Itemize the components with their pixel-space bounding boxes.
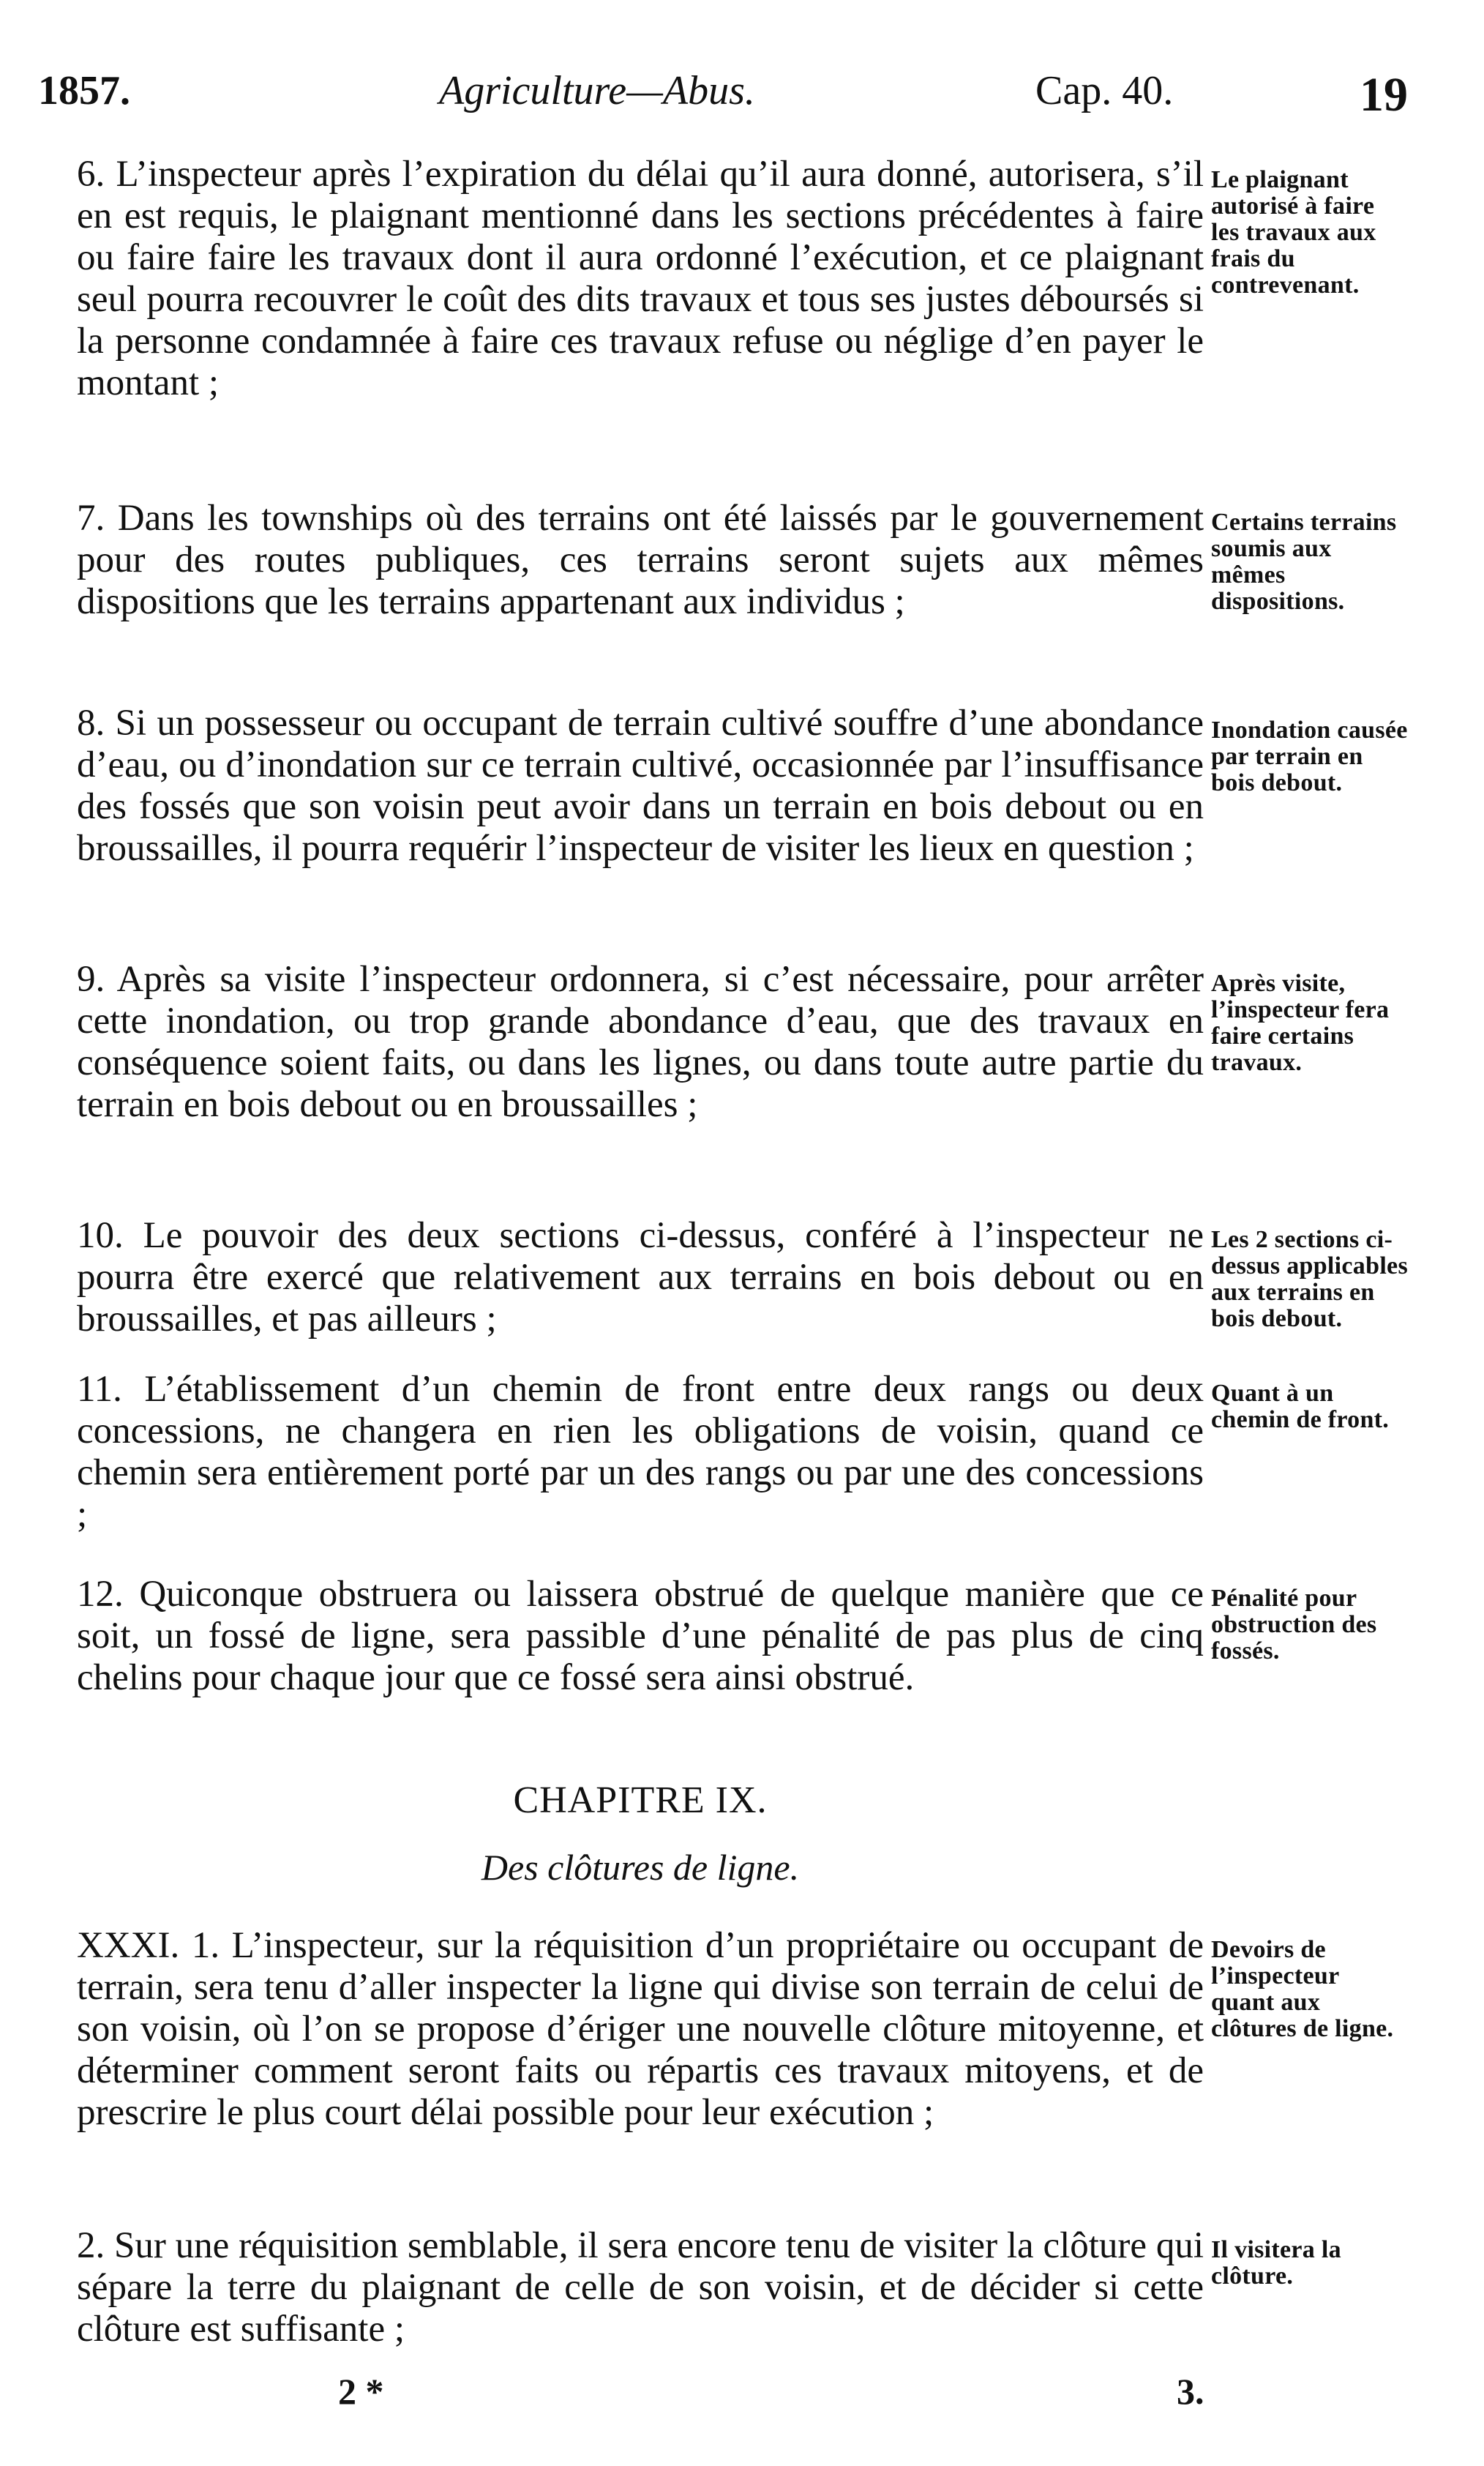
section-xxxi-1-margin-note: Devoirs de l’inspecteur quant aux clôtures de ligne.: [1211, 1936, 1394, 2042]
section-xxxi-2-text: 2. Sur une réquisition semblable, il sera encore tenu de visiter la clôture qui sépare la terre du plaignant de celle de son voisin, et de décider si cette clôture est suffisante ;: [77, 2225, 1204, 2350]
section-7-text: 7. Dans les townships où des terrains ont été laissés par le gouvernement pour des routes publiques, ces terrains seront sujets aux mêmes dispositions que les terrains appartenant aux individus ;: [77, 498, 1204, 622]
chapter-subtitle: Des clôtures de ligne.: [481, 1847, 800, 1888]
section-6-text: 6. L’inspecteur après l’expiration du délai qu’il aura donné, autorisera, s’il en est requis, le plaignant mentionné dans les sections précédentes à faire ou faire faire les travaux dont il aura ordonné l’exécution, et ce plaignant seul pourra recouvrer le coût des dits travaux et tous ses justes déboursés si la personne condamnée à faire ces travaux refuse ou néglige d’en payer le montant ;: [77, 154, 1204, 403]
section-10-margin-note: Les 2 sections ci-dessus applicables aux terrains en bois debout.: [1211, 1226, 1408, 1332]
page-number: 19: [1360, 68, 1408, 122]
section-7-margin-note: Certains terrains soumis aux mêmes dispositions.: [1211, 509, 1397, 615]
section-xxxi-2-margin-note: Il visitera la clôture.: [1211, 2236, 1341, 2290]
chapter-title: CHAPITRE IX.: [513, 1779, 768, 1821]
section-11-margin-note: Quant à un chemin de front.: [1211, 1380, 1390, 1433]
catchword: 3.: [1177, 2371, 1204, 2412]
signature-mark: 2 *: [338, 2371, 384, 2412]
running-head: [0, 67, 1484, 133]
section-11-text: 11. L’établissement d’un chemin de front entre deux rangs ou deux concessions, ne changera en rien les obligations de voisin, quand ce chemin sera entièrement porté par un des rangs ou par une des concessions ;: [77, 1369, 1204, 1535]
header-title: Agriculture—Abus.: [439, 68, 755, 113]
section-12-margin-note: Pénalité pour obstruction des fossés.: [1211, 1585, 1377, 1664]
section-xxxi-1-text: XXXI. 1. L’inspecteur, sur la réquisition d’un propriétaire ou occupant de terrain, sera tenu d’aller inspecter la ligne qui divise son terrain de celui de son voisin, où l’on se propose d’ériger une nouvelle clôture mitoyenne, et déterminer comment seront faits ou répartis ces travaux mitoyens, et de prescrire le plus court délai possible pour leur exécution ;: [77, 1925, 1204, 2133]
section-8-text: 8. Si un possesseur ou occupant de terrain cultivé souffre d’une abondance d’eau, ou d’inondation sur ce terrain cultivé, occasionnée par l’insuffisance des fossés que son voisin peut avoir dans un terrain en bois debout ou en broussailles, il pourra requérir l’inspecteur de visiter les lieux en question ;: [77, 703, 1204, 869]
section-12-text: 12. Quiconque obstruera ou laissera obstrué de quelque manière que ce soit, un fossé de ligne, sera passible d’une pénalité de pas plus de cinq chelins pour chaque jour que ce fossé sera ainsi obstrué.: [77, 1574, 1204, 1698]
section-9-text: 9. Après sa visite l’inspecteur ordonnera, si c’est nécessaire, pour arrêter cette inondation, ou trop grande abondance d’eau, que des travaux en conséquence soient faits, ou dans les lignes, ou dans toute autre partie du terrain en bois debout ou en broussailles ;: [77, 959, 1204, 1125]
section-10-text: 10. Le pouvoir des deux sections ci-dessus, conféré à l’inspecteur ne pourra être exercé que relativement aux terrains en bois debout ou en broussailles, et pas ailleurs ;: [77, 1215, 1204, 1340]
section-6-margin-note: Le plaignant autorisé à faire les travaux aux frais du contrevenant.: [1211, 166, 1376, 299]
header-year: 1857.: [38, 68, 130, 113]
header-chapter: Cap. 40.: [1035, 68, 1174, 113]
section-9-margin-note: Après visite, l’inspecteur fera faire certains travaux.: [1211, 970, 1390, 1076]
section-8-margin-note: Inondation causée par terrain en bois debout.: [1211, 717, 1408, 796]
